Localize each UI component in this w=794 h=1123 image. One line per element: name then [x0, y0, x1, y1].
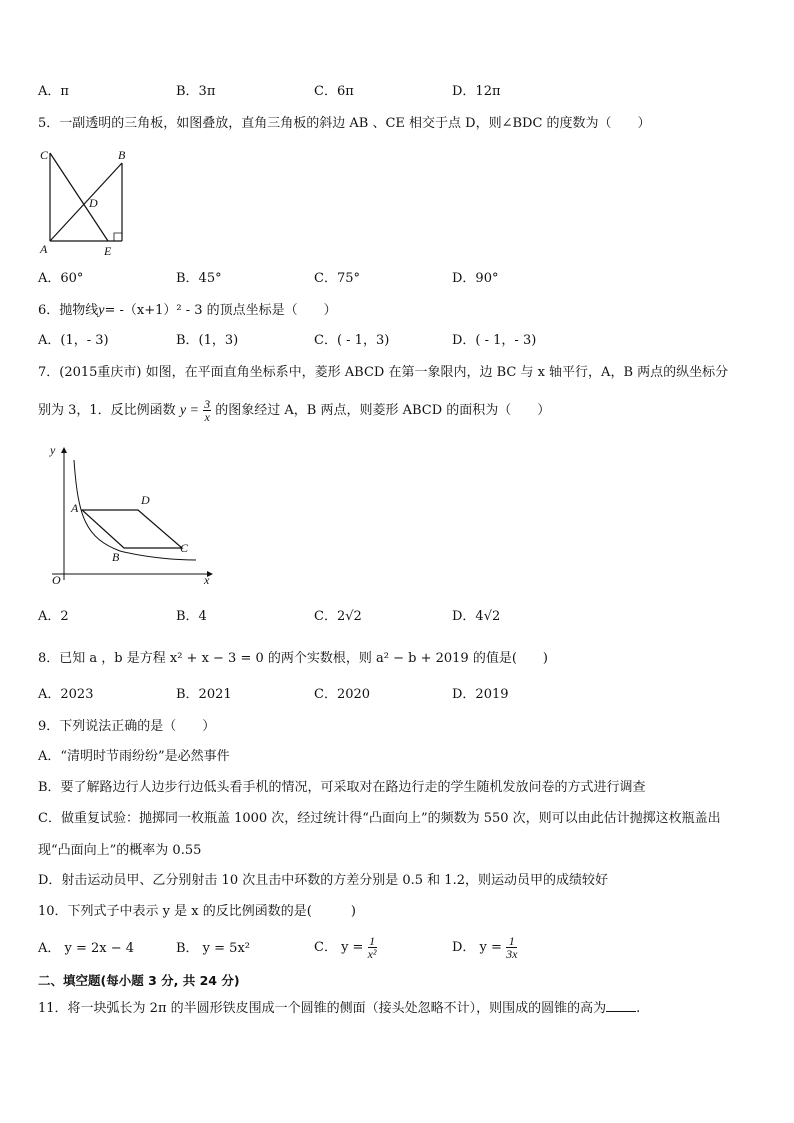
q10-d-fraction: [506, 935, 517, 960]
q7-option-d: D．4√2: [452, 609, 501, 624]
q9-option-c-line2: 现“凸面向上”的概率为 0.55: [38, 843, 202, 858]
q7-option-a: A．2: [38, 609, 69, 624]
q5-option-b: B．45°: [176, 271, 222, 286]
q9-option-a: A．“清明时节雨纷纷”是必然事件: [38, 749, 230, 764]
q10-option-c: [314, 930, 377, 966]
q10-d-num: 1: [506, 935, 517, 948]
q8-option-b: B．2021: [176, 687, 232, 702]
q4-option-a: A．π: [38, 84, 69, 99]
q7-label-o: O: [52, 573, 61, 587]
q7-line2-pre: 别为 3，1．反比例函数: [38, 403, 176, 418]
q11-stem: [38, 999, 640, 1018]
q10-c-den: x²: [367, 947, 377, 961]
q10-option-b: B． y = 5x²: [176, 941, 251, 956]
q6-var-y: y: [98, 303, 105, 318]
q10-d-pre: D． y =: [452, 940, 502, 955]
q6-stem-pre: 6．抛物线: [38, 303, 99, 318]
q9-option-c-line1: C．做重复试验：抛掷同一枚瓶盖 1000 次，经过统计得“凸面向上”的频数为 550 次，则可以由此估计抛掷这枚瓶盖出: [38, 811, 721, 826]
q7-label-a: A: [71, 501, 79, 515]
q10-c-pre: C． y =: [314, 940, 364, 955]
q7-stem-line1: 7．(2015重庆市) 如图，在平面直角坐标系中，菱形 ABCD 在第一象限内，边 BC 与 x 轴平行，A，B 两点的纵坐标分: [38, 365, 729, 380]
q7-label-y: y: [50, 443, 56, 457]
q7-rhombus: [82, 510, 182, 548]
q4-option-b: B．3π: [176, 84, 216, 99]
q7-line2-post: 的图象经过 A，B 两点，则菱形 ABCD 的面积为（ ）: [215, 403, 551, 418]
q5-label-a: A: [40, 242, 48, 256]
q8-option-d: D．2019: [452, 687, 509, 702]
q10-c-fraction: [368, 935, 377, 960]
q5-stem: 5．一副透明的三角板，如图叠放，直角三角板的斜边 AB 、CE 相交于点 D，则∠BDC 的度数为（ ）: [38, 116, 651, 131]
q9-option-b: B．要了解路边行人边步行边低头看手机的情况，可采取对在路边行走的学生随机发放问卷的方式进行调查: [38, 780, 646, 795]
q10-c-num: 1: [369, 934, 376, 948]
q7-rhombus-figure: [38, 438, 223, 590]
q4-option-c: C．6π: [314, 84, 354, 99]
q6-stem: [38, 302, 337, 320]
q5-triangle-figure: [38, 145, 138, 260]
q7-label-b: B: [112, 550, 120, 564]
q5-label-e: E: [104, 244, 112, 258]
q7-option-b: B．4: [176, 609, 207, 624]
q7-func-lhs: y =: [179, 403, 199, 418]
q6-option-b: B．(1，3): [176, 333, 239, 348]
q8-option-c: C．2020: [314, 687, 371, 702]
q7-option-c: C．2√2: [314, 609, 362, 624]
q5-label-d: D: [89, 196, 98, 210]
q5-label-c: C: [40, 148, 49, 162]
q6-option-d: D．( - 1，- 3): [452, 333, 537, 348]
q6-option-c: C．( - 1，3): [314, 333, 390, 348]
q8-stem: 8．已知 a ，b 是方程 x² + x − 3 = 0 的两个实数根，则 a² − b + 2019 的值是( ): [38, 651, 548, 666]
q5-option-a: A．60°: [38, 271, 84, 286]
q5-label-b: B: [118, 148, 126, 162]
q7-label-d: D: [141, 493, 150, 507]
q11-answer-blank: [606, 999, 636, 1012]
q10-stem: 10．下列式子中表示 y 是 x 的反比例函数的是( ): [38, 904, 356, 919]
q6-option-a: A．(1，- 3): [38, 333, 109, 348]
q10-option-a: A． y = 2x − 4: [38, 941, 135, 956]
q6-stem-post: = -（x+1）² - 3 的顶点坐标是（ ）: [104, 303, 337, 318]
q10-d-den: 3x: [506, 947, 518, 961]
q7-func-num: 3: [204, 397, 211, 411]
q8-option-a: A．2023: [38, 687, 94, 702]
q5-option-d: D．90°: [452, 271, 499, 286]
q7-stem-line2: [38, 398, 550, 423]
q7-func-fraction: [203, 398, 211, 423]
q9-stem: 9．下列说法正确的是（ ）: [38, 719, 216, 734]
q11-stem-post: .: [636, 1001, 641, 1016]
q4-option-d: D．12π: [452, 84, 501, 99]
q7-func-den: x: [204, 410, 210, 424]
section-title-fill-blank: 二、填空题(每小题 3 分, 共 24 分): [38, 973, 240, 988]
q7-label-c: C: [180, 541, 189, 555]
q7-label-x: x: [204, 573, 210, 587]
q5-option-c: C．75°: [314, 271, 360, 286]
q10-option-d: [452, 930, 517, 966]
q9-option-d: D．射击运动员甲、乙分别射击 10 次且击中环数的方差分别是 0.5 和 1.2，则运动员甲的成绩较好: [38, 873, 608, 888]
q11-stem-pre: 11．将一块弧长为 2π 的半圆形铁皮围成一个圆锥的侧面（接头处忽略不计），则围成的圆锥的高为: [38, 1001, 607, 1016]
